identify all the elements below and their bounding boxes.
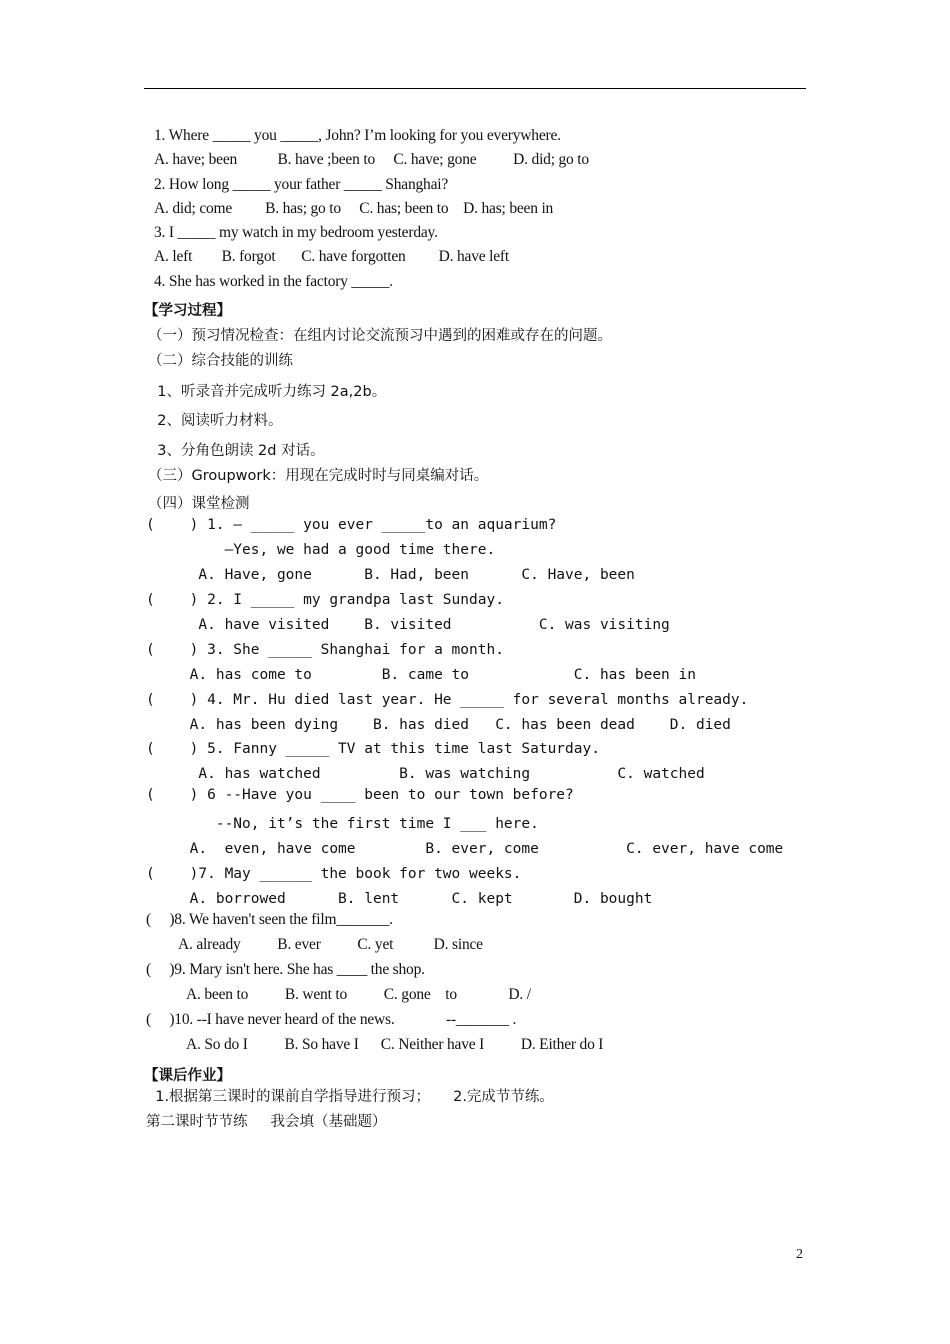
section-heading-homework: 【课后作业】 — [144, 1068, 231, 1084]
process-line: 3、分角色朗读 2d 对话。 — [148, 443, 325, 459]
page-number: 2 — [796, 1247, 803, 1262]
question-line: 1. Where _____ you _____, John? I’m looking for you everywhere. — [154, 127, 561, 144]
test-line: ( ) 2. I _____ my grandpa last Sunday. — [146, 592, 504, 608]
test-line: A. have visited B. visited C. was visiting — [146, 617, 670, 633]
test-line: A. has watched B. was watching C. watched — [146, 766, 705, 782]
process-line: 2、阅读听力材料。 — [148, 413, 283, 429]
test-line: ( )7. May ______ the book for two weeks. — [146, 866, 522, 882]
homework-line: 1.根据第三课时的课前自学指导进行预习； 2.完成节节练。 — [146, 1089, 554, 1105]
test-line: --No, it’s the first time I ___ here. — [146, 816, 539, 832]
footer-line: 第二课时节节练 我会填（基础题） — [146, 1114, 387, 1130]
test-line: ( ) 6 --Have you ____ been to our town before? — [146, 787, 574, 803]
process-line: （二）综合技能的训练 — [148, 353, 293, 369]
section-heading-process: 【学习过程】 — [144, 303, 231, 319]
test-line: A. borrowed B. lent C. kept D. bought — [146, 891, 653, 907]
question-line: 4. She has worked in the factory _____. — [154, 273, 393, 290]
test-line: A. has been dying B. has died C. has been dead D. died — [146, 717, 731, 733]
options-line: A. did; come B. has; go to C. has; been to D. has; been in — [154, 200, 554, 217]
test-line: ( ) 5. Fanny _____ TV at this time last Saturday. — [146, 741, 600, 757]
test-line: ( )10. --I have never heard of the news. --_______ . — [146, 1011, 517, 1028]
test-line: A. has come to B. came to C. has been in — [146, 667, 696, 683]
test-line: ( )9. Mary isn't here. She has ____ the shop. — [146, 961, 425, 978]
options-line: A. been to B. went to C. gone to D. / — [186, 986, 531, 1003]
options-line: A. left B. forgot C. have forgotten D. have left — [154, 248, 509, 265]
test-line: —Yes, we had a good time there. — [146, 542, 496, 558]
test-line: ( ) 4. Mr. Hu died last year. He _____ for several months already. — [146, 692, 749, 708]
test-line: ( ) 3. She _____ Shanghai for a month. — [146, 642, 504, 658]
test-line: ( ) 1. — _____ you ever _____to an aquarium? — [146, 517, 557, 533]
process-line: （四）课堂检测 — [148, 496, 250, 512]
options-line: A. already B. ever C. yet D. since — [178, 936, 483, 953]
question-line: 3. I _____ my watch in my bedroom yesterday. — [154, 224, 438, 241]
test-line: A. even, have come B. ever, come C. ever, have come — [146, 841, 784, 857]
options-line: A. So do I B. So have I C. Neither have I D. Either do I — [186, 1036, 604, 1053]
header-rule — [144, 88, 806, 89]
process-line: （三）Groupwork：用现在完成时时与同桌编对话。 — [148, 468, 489, 484]
options-line: A. have; been B. have ;been to C. have; gone D. did; go to — [154, 151, 589, 168]
process-line: 1、听录音并完成听力练习 2a,2b。 — [148, 384, 387, 400]
question-line: 2. How long _____ your father _____ Shanghai? — [154, 176, 449, 193]
test-line: ( )8. We haven't seen the film_______. — [146, 911, 393, 928]
process-line: （一）预习情况检查：在组内讨论交流预习中遇到的困难或存在的问题。 — [148, 328, 612, 344]
test-line: A. Have, gone B. Had, been C. Have, been — [146, 567, 635, 583]
